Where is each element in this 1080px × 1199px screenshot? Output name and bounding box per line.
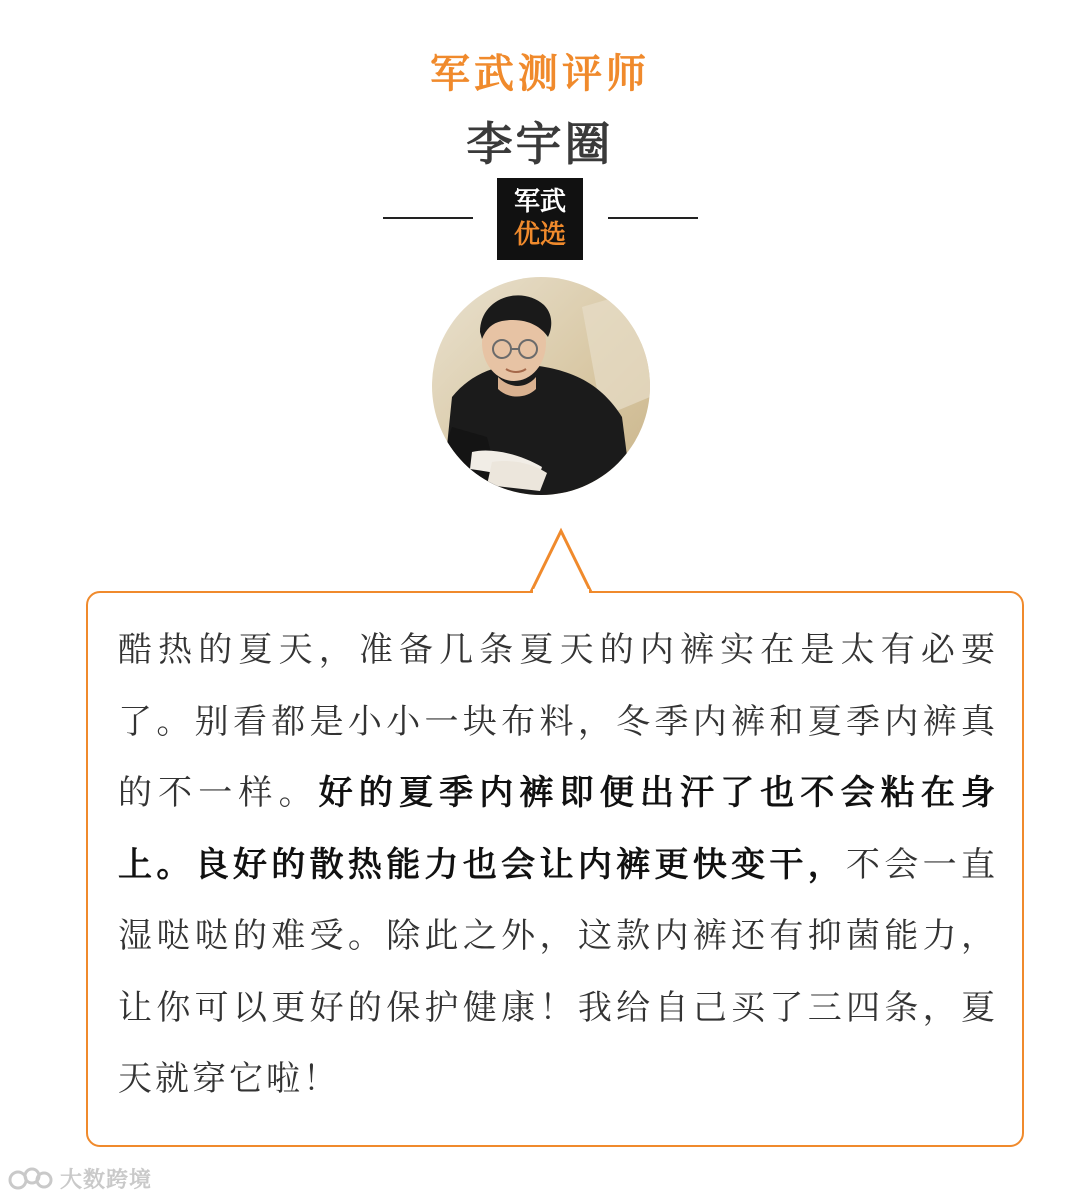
badge-line-2: 优选 <box>513 220 566 250</box>
role-title: 军武测评师 <box>430 51 650 97</box>
quote-segment-regular-1: 酷热的夏天，准备几条夏天的内裤实在是太有必要了。别看都是小小一块布料，冬季内裤和夏季内裤真的不一样。 <box>118 630 998 813</box>
person-name: 李宇圈 <box>466 117 614 171</box>
watermark <box>8 1162 152 1194</box>
quote-text <box>118 615 998 1116</box>
quote-box <box>86 591 1024 1147</box>
quote-segment-bold: 好的夏季内裤即便出汗了也不会粘在身上。良好的散热能力也会让内裤更快变干， <box>118 773 999 885</box>
badge-line-1: 军武 <box>513 187 566 217</box>
watermark-logo-icon <box>8 1164 54 1192</box>
watermark-text: 大数跨境 <box>60 1167 153 1193</box>
quote-segment-regular-2: 不会一直湿哒哒的难受。除此之外，这款内裤还有抑菌能力，让你可以更好的保护健康！我给自己买了三四条，夏天就穿它啦！ <box>118 844 999 1099</box>
